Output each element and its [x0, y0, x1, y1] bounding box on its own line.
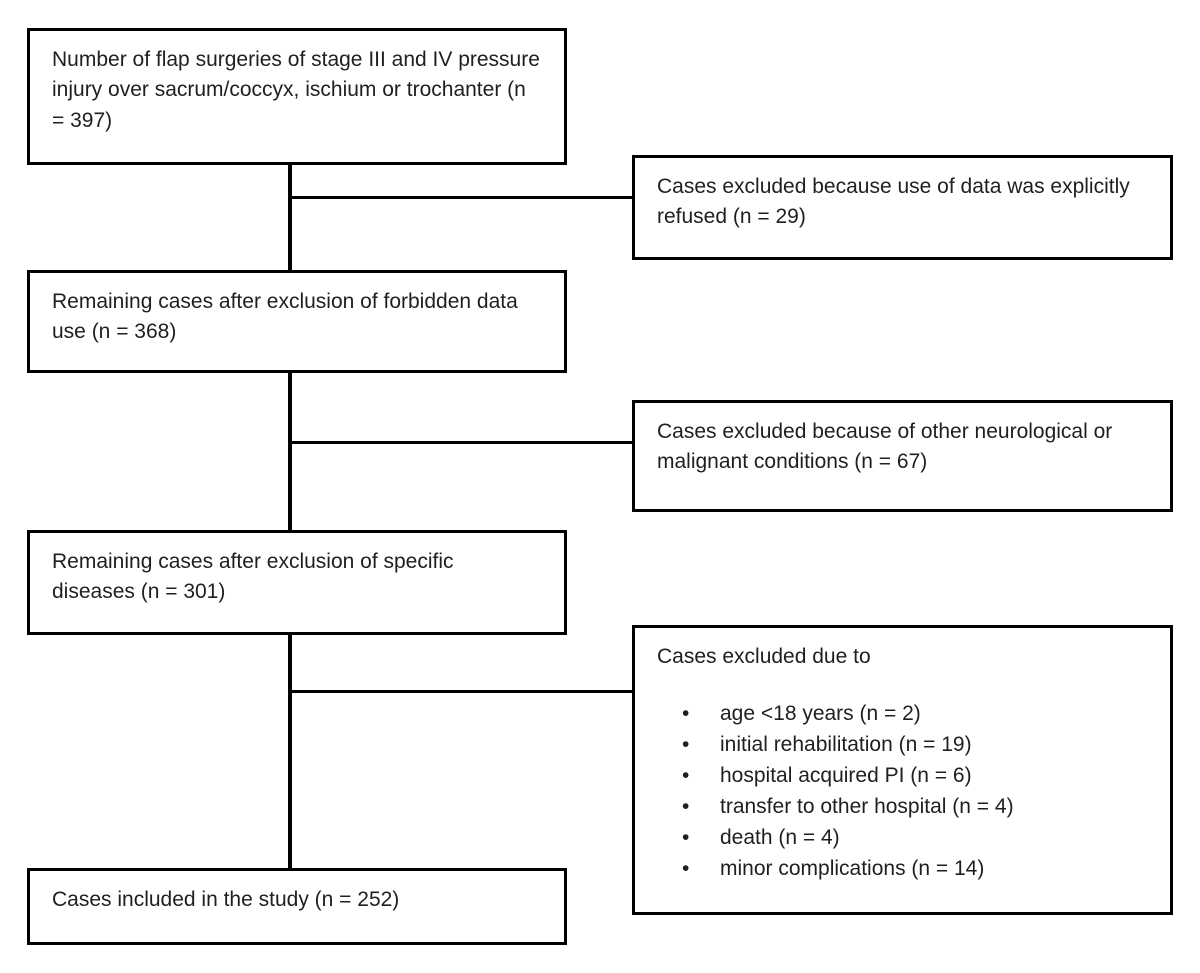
connector-vertical-3 — [288, 635, 292, 868]
box-excluded-due-to-heading: Cases excluded due to — [657, 645, 871, 668]
exclusion-item-initial-rehabilitation: • initial rehabilitation (n = 19) — [682, 729, 1148, 760]
connector-vertical-2 — [288, 373, 292, 530]
box-remaining-after-forbidden-data — [27, 270, 567, 373]
box-excluded-due-to — [632, 625, 1173, 915]
exclusion-reason-list — [657, 698, 1148, 884]
exclusion-item-death: • death (n = 4) — [682, 822, 1148, 853]
exclusion-item-age: • age <18 years (n = 2) — [682, 698, 1148, 729]
box-excluded-other-conditions — [632, 400, 1173, 512]
box-remaining-after-specific-diseases — [27, 530, 567, 635]
connector-vertical-1 — [288, 165, 292, 270]
box-excluded-data-refused — [632, 155, 1173, 260]
box-cases-included-label: Cases included in the study (n = 252) — [52, 888, 400, 911]
box-total-flap-surgeries — [27, 28, 567, 165]
box-excluded-data-refused-label: Cases excluded because use of data was explicitly refused (n = 29) — [657, 175, 1130, 229]
connector-branch-3 — [290, 690, 632, 693]
exclusion-item-minor-complications: • minor complications (n = 14) — [682, 853, 1148, 884]
connector-branch-1 — [290, 196, 632, 199]
box-remaining-after-forbidden-data-label: Remaining cases after exclusion of forbidden data use (n = 368) — [52, 290, 518, 344]
connector-branch-2 — [290, 441, 632, 444]
box-total-flap-surgeries-label: Number of flap surgeries of stage III and IV pressure injury over sacrum/coccyx, ischium or trochanter (n = 397) — [52, 48, 540, 132]
exclusion-item-transfer: • transfer to other hospital (n = 4) — [682, 791, 1148, 822]
box-cases-included — [27, 868, 567, 945]
box-remaining-after-specific-diseases-label: Remaining cases after exclusion of specific diseases (n = 301) — [52, 550, 454, 604]
exclusion-item-hospital-acquired-pi: • hospital acquired PI (n = 6) — [682, 760, 1148, 791]
box-excluded-other-conditions-label: Cases excluded because of other neurological or malignant conditions (n = 67) — [657, 420, 1113, 474]
